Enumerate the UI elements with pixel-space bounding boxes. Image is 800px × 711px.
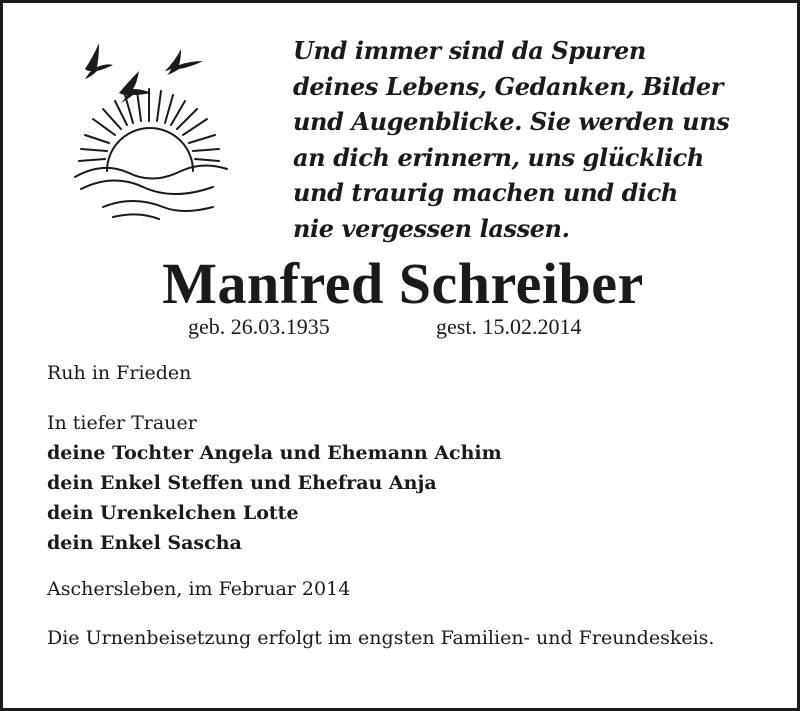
poem-line: an dich erinnern, uns glücklich xyxy=(293,142,704,172)
birth-date: geb. 26.03.1935 xyxy=(188,314,330,339)
death-date: gest. 15.02.2014 xyxy=(436,314,582,339)
sunset-birds-icon xyxy=(63,31,233,231)
mourner-entry: dein Enkel Steffen und Ehefrau Anja xyxy=(47,472,437,494)
place-date: Aschersleben, im Februar 2014 xyxy=(47,578,351,600)
bird-icon xyxy=(85,43,113,79)
poem-line: deines Lebens, Gedanken, Bilder xyxy=(293,71,724,101)
bird-icon xyxy=(165,49,203,75)
farewell-text: Ruh in Frieden xyxy=(47,362,192,384)
poem-line: nie vergessen lassen. xyxy=(293,213,570,243)
mourner-entry: dein Enkel Sascha xyxy=(47,532,242,554)
mourner-entry: dein Urenkelchen Lotte xyxy=(47,502,299,524)
mourner-entry: deine Tochter Angela und Ehemann Achim xyxy=(47,442,502,464)
bird-icon xyxy=(119,71,151,103)
deceased-name: Manfred Schreiber xyxy=(162,251,644,316)
poem-line: und traurig machen und dich xyxy=(293,178,678,207)
poem-line: Und immer sind da Spuren xyxy=(293,36,646,65)
mourners-intro: In tiefer Trauer xyxy=(47,412,197,434)
burial-note: Die Urnenbeisetzung erfolgt im engsten Familien- und Freundeskeis. xyxy=(47,627,715,649)
poem-line: und Augenblicke. Sie werden uns xyxy=(293,107,730,136)
poem xyxy=(293,33,773,246)
